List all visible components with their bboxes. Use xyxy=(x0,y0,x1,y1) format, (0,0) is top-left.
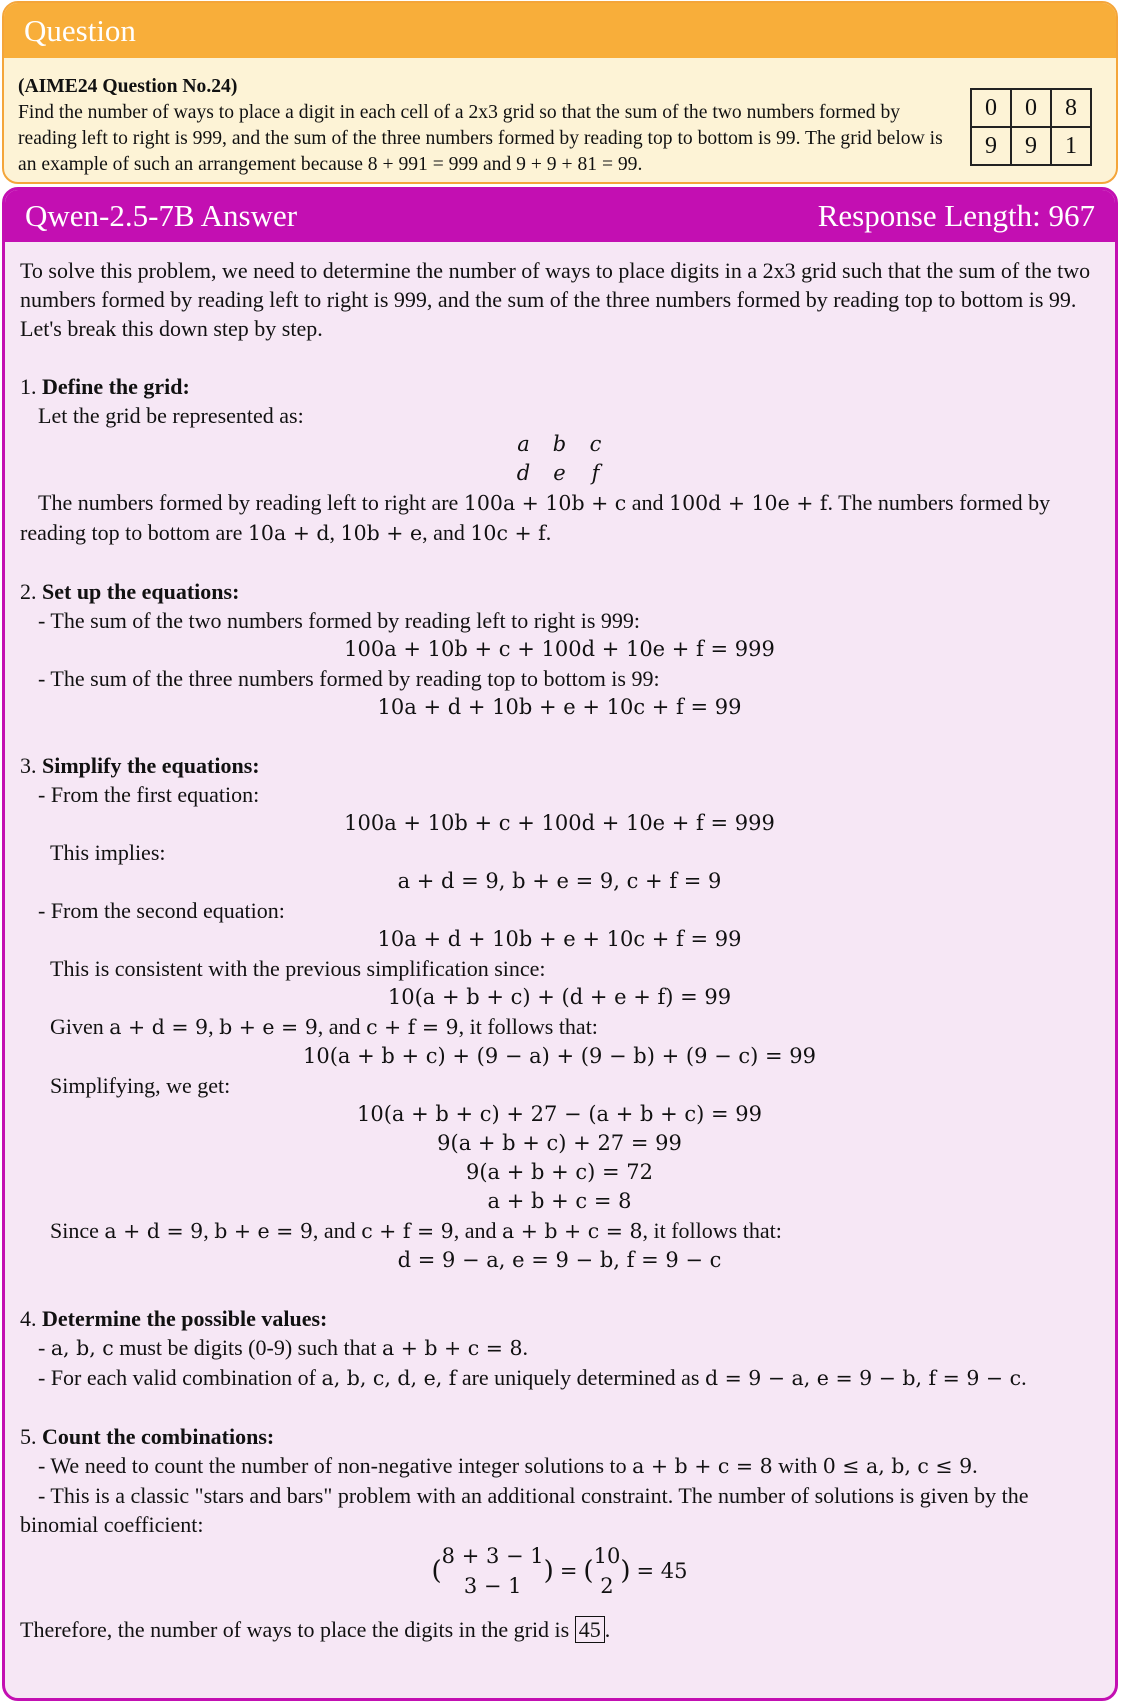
question-header-label: Question xyxy=(24,12,136,48)
step-3-line: - From the second equation: xyxy=(38,898,285,923)
step-number: 1. xyxy=(20,374,37,399)
step-1-line: Let the grid be represented as: xyxy=(38,403,304,428)
step-2-line: - The sum of the three numbers formed by reading top to bottom is 99: xyxy=(38,666,660,691)
equals-result: = 45 xyxy=(636,1558,688,1583)
step-1-paragraph: The numbers formed by reading left to right are 100a + 10b + c and 100d + 10e + f. The numbers formed by reading top to bottom are 10a + d, 10b + e, and 10c + f. xyxy=(20,490,1051,545)
grid-cell: 1 xyxy=(1051,127,1091,165)
equation: a + d = 9, b + e = 9, c + f = 9 xyxy=(397,869,722,893)
answer-card xyxy=(2,187,1118,1701)
binomial-equation xyxy=(20,1539,1099,1603)
paren: ) xyxy=(543,1555,554,1586)
step-3-line: This is consistent with the previous simplification since: xyxy=(50,956,546,981)
binomial-stack xyxy=(594,1541,621,1601)
step-4-line: - a, b, c must be digits (0-9) such that a + b + c = 8. xyxy=(38,1335,528,1360)
step-title: Define the grid: xyxy=(42,374,190,399)
equation: 9(a + b + c) = 72 xyxy=(465,1160,654,1184)
binomial-bottom: 2 xyxy=(600,1574,614,1598)
paren: ( xyxy=(431,1555,442,1586)
grid-cell: 9 xyxy=(971,127,1011,165)
variable-cell: c xyxy=(589,432,602,456)
grid-cell: 0 xyxy=(1011,89,1051,127)
question-body xyxy=(4,58,1116,178)
answer-body xyxy=(5,242,1115,1644)
step-2-heading: 2. Set up the equations: xyxy=(20,579,240,604)
equation: 10(a + b + c) + 27 − (a + b + c) = 99 xyxy=(356,1102,762,1126)
equals: = xyxy=(559,1558,578,1583)
equation: 100a + 10b + c + 100d + 10e + f = 999 xyxy=(344,811,775,835)
step-5-line: - We need to count the number of non-negative integer solutions to a + b + c = 8 with 0 ≤ a, b, c ≤ 9. xyxy=(38,1453,978,1478)
grid-row xyxy=(971,89,1091,127)
equation: 9(a + b + c) + 27 = 99 xyxy=(437,1131,682,1155)
variable-cell: b xyxy=(552,432,567,456)
variable-cell: a xyxy=(517,432,530,456)
grid-cell: 0 xyxy=(971,89,1011,127)
answer-intro: To solve this problem, we need to determine the number of ways to place digits in a 2x3 grid such that the sum of the two numbers formed by reading left to right is 999, and the sum of the three numbers formed by reading top to bottom is 99. Let's break this down step by step. xyxy=(20,258,1091,341)
step-5-paragraph: - This is a classic "stars and bars" problem with an additional constraint. The number of solutions is given by the binomial coefficient: xyxy=(20,1483,1029,1537)
step-3-heading: 3. Simplify the equations: xyxy=(20,753,260,778)
binomial-bottom: 3 − 1 xyxy=(463,1574,522,1598)
step-4-heading: 4. Determine the possible values: xyxy=(20,1306,328,1331)
binomial-stack xyxy=(442,1541,544,1601)
paren: ) xyxy=(620,1555,631,1586)
grid-cell: 9 xyxy=(1011,127,1051,165)
step-3-line: Simplifying, we get: xyxy=(50,1073,231,1098)
step-3-line: This implies: xyxy=(50,840,166,865)
variable-grid-row xyxy=(20,430,1099,459)
step-4-line: - For each valid combination of a, b, c, d, e, f are uniquely determined as d = 9 − a, e = 9 − b, f = 9 − c. xyxy=(38,1365,1027,1390)
question-title: (AIME24 Question No.24) xyxy=(18,76,238,97)
variable-grid xyxy=(20,430,1099,488)
step-5-heading: 5. Count the combinations: xyxy=(20,1424,275,1449)
grid-row xyxy=(971,127,1091,165)
variable-cell: e xyxy=(553,461,566,485)
example-grid xyxy=(970,88,1092,166)
variable-grid-row xyxy=(20,459,1099,488)
equation: a + b + c = 8 xyxy=(487,1189,632,1213)
response-length-label: Response Length: 967 xyxy=(817,198,1095,233)
equation: 10a + d + 10b + e + 10c + f = 99 xyxy=(377,927,742,951)
variable-cell: d xyxy=(516,461,531,485)
step-3-line: Since a + d = 9, b + e = 9, and c + f = 9, and a + b + c = 8, it follows that: xyxy=(50,1218,782,1243)
equation: d = 9 − a, e = 9 − b, f = 9 − c xyxy=(397,1248,722,1272)
equation: 100a + 10b + c + 100d + 10e + f = 999 xyxy=(344,637,775,661)
grid-cell: 8 xyxy=(1051,89,1091,127)
paren: ( xyxy=(583,1555,594,1586)
question-text: Find the number of ways to place a digit in each cell of a 2x3 grid so that the sum of the two numbers formed by reading left to right is 999, and the sum of the three numbers formed by reading top to bottom is 99. The grid below is an example of such an arrangement because 8 + 991 = 999 and 9 + 9 + 81 = 99. xyxy=(18,102,943,175)
equation: 10(a + b + c) + (d + e + f) = 99 xyxy=(387,985,732,1009)
question-header xyxy=(4,3,1116,58)
equation: 10a + d + 10b + e + 10c + f = 99 xyxy=(377,695,742,719)
variable-cell: f xyxy=(591,461,600,485)
binomial-top: 10 xyxy=(593,1544,621,1568)
step-2-line: - The sum of the two numbers formed by reading left to right is 999: xyxy=(38,608,641,633)
answer-header xyxy=(5,190,1115,242)
boxed-answer: 45 xyxy=(575,1616,605,1643)
question-card xyxy=(2,1,1118,184)
step-1-heading xyxy=(20,372,1099,401)
step-3-line: - From the first equation: xyxy=(38,782,260,807)
binomial-top: 8 + 3 − 1 xyxy=(441,1544,544,1568)
final-answer: Therefore, the number of ways to place the digits in the grid is 45 . xyxy=(20,1617,611,1642)
answer-model-label: Qwen-2.5-7B Answer xyxy=(25,198,298,233)
equation: 10(a + b + c) + (9 − a) + (9 − b) + (9 − c) = 99 xyxy=(302,1044,817,1068)
step-3-line: Given a + d = 9, b + e = 9, and c + f = 9, it follows that: xyxy=(50,1014,598,1039)
